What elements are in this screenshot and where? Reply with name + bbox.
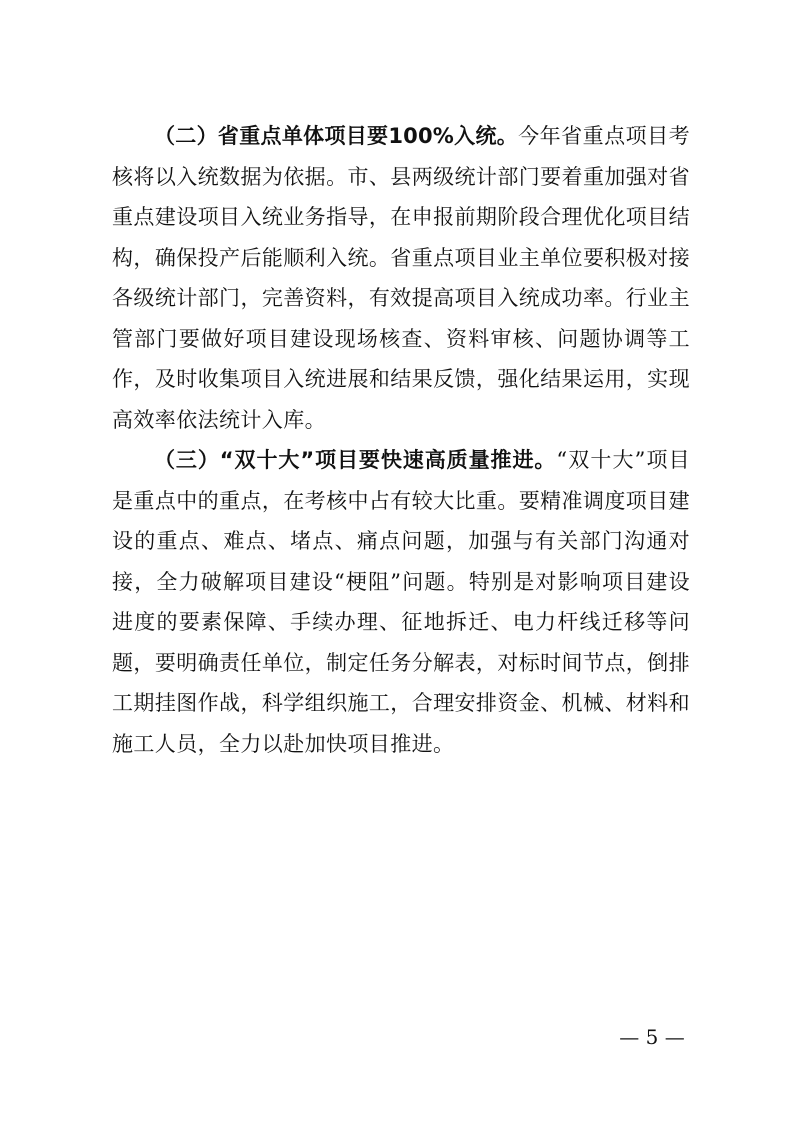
paragraph-provincial-key-projects	[112, 116, 690, 440]
paragraph-double-ten-projects	[112, 440, 690, 764]
paragraph-text: “双十大”项目是重点中的重点，在考核中占有较大比重。要精准调度项目建设的重点、难点、堵点、痛点问题，加强与有关部门沟通对接，全力破解项目建设“梗阻”问题。特别是对影响项目建设进度的要素保障、手续办理、征地拆迁、电力杆线迁移等问题，要明确责任单位，制定任务分解表，对标时间节点，倒排工期挂图作战，科学组织施工，合理安排资金、机械、材料和施工人员，全力以赴加快项目推进。	[112, 448, 690, 756]
paragraph-heading: （二）省重点单体项目要100%入统。	[154, 124, 519, 148]
page-number: — 5 —	[619, 1025, 685, 1049]
body-text	[112, 116, 690, 764]
paragraph-text: 今年省重点项目考核将以入统数据为依据。市、县两级统计部门要着重加强对省重点建设项目入统业务指导，在申报前期阶段合理优化项目结构，确保投产后能顺利入统。省重点项目业主单位要积极对接各级统计部门，完善资料，有效提高项目入统成功率。行业主管部门要做好项目建设现场核查、资料审核、问题协调等工作，及时收集项目入统进展和结果反馈，强化结果运用，实现高效率依法统计入库。	[112, 124, 690, 432]
paragraph-heading: （三）“双十大”项目要快速高质量推进。	[154, 448, 557, 472]
